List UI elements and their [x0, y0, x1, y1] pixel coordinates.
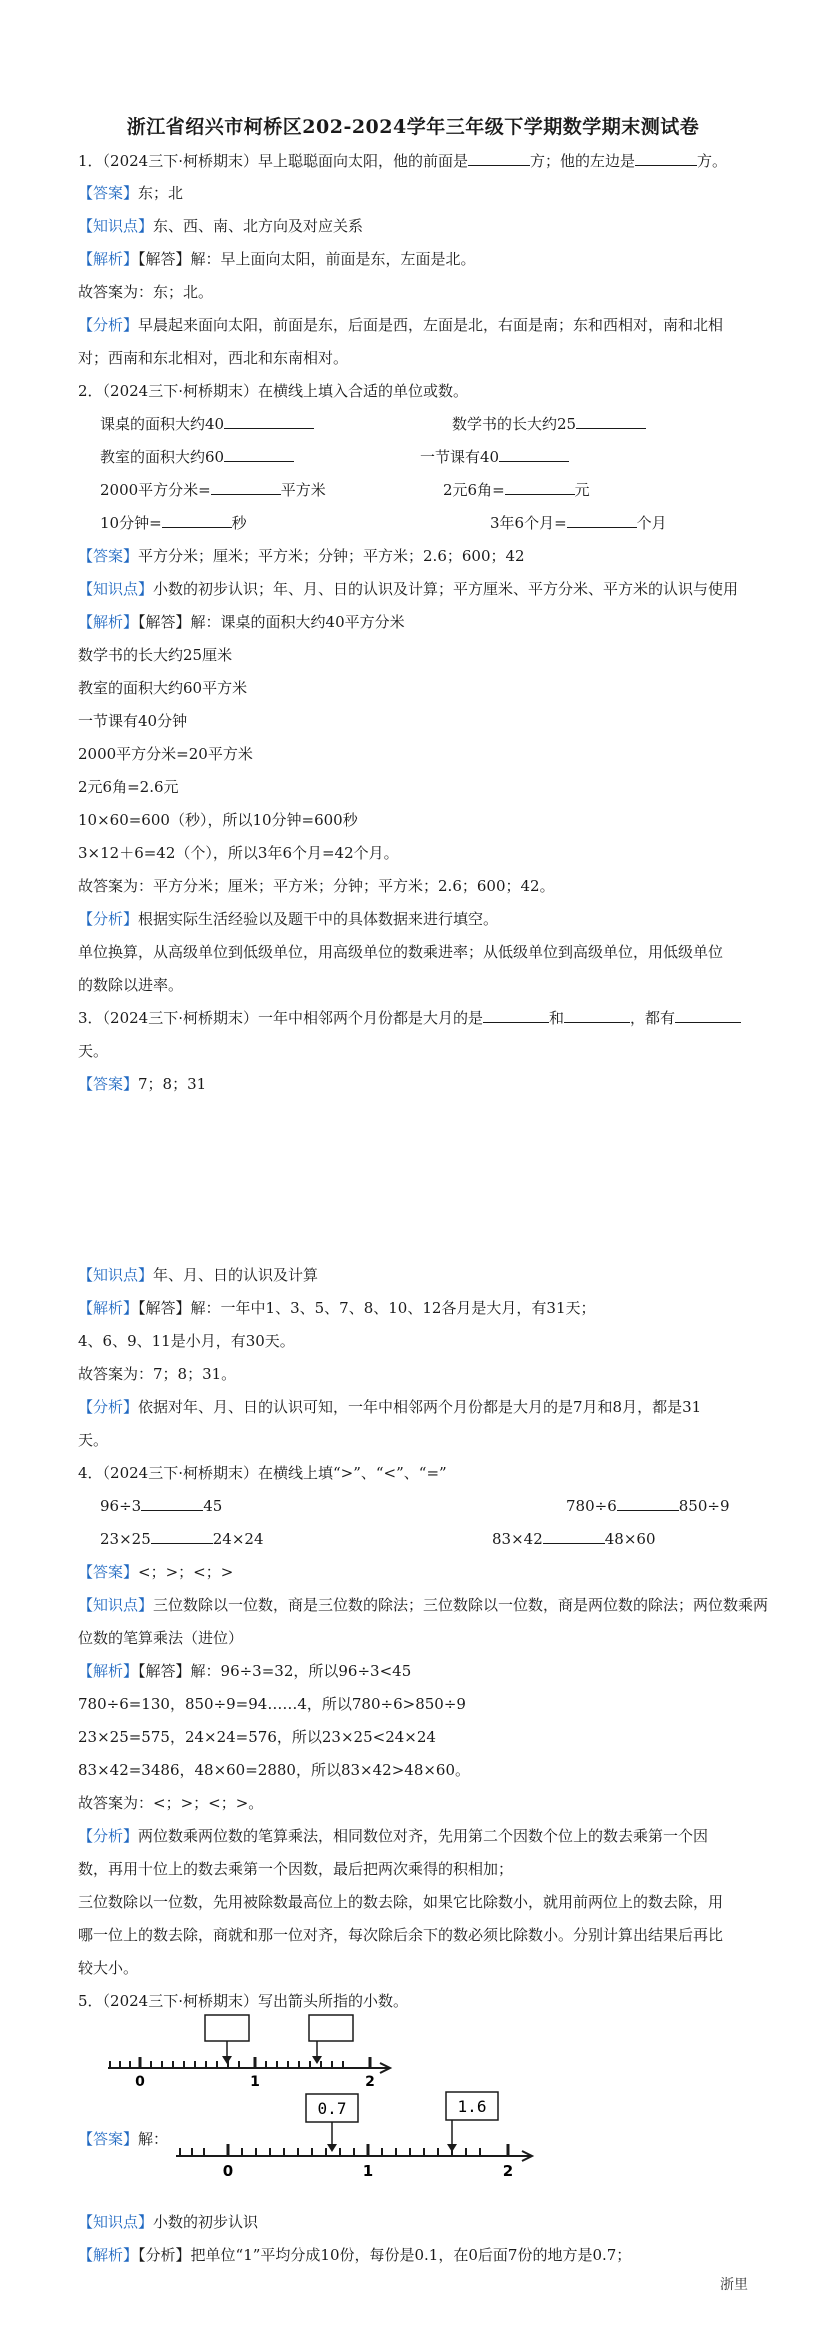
- q2-line: 3×12＋6=42（个），所以3年6个月=42个月。: [78, 844, 399, 862]
- q2-line: 数学书的长大约25厘米: [78, 646, 233, 664]
- q2-item-1: 课桌的面积大约40: [100, 413, 314, 435]
- q2-answer: 【答案】平方分米；厘米；平方米；分钟；平方米；2.6；600；42: [78, 547, 525, 565]
- q4-line: 83×42=3486，48×60=2880，所以83×42>48×60。: [78, 1761, 471, 1779]
- q2-line: 2元6角=2.6元: [78, 778, 179, 796]
- q4-analysis: 【解析】【解答】解：96÷3=32，所以96÷3<45: [78, 1662, 412, 1680]
- q2-analysis: 【解析】【解答】解：课桌的面积大约40平方分米: [78, 613, 405, 631]
- q2-item-6: 2元6角= 元: [443, 481, 590, 499]
- q3-fenxi: 【分析】依据对年、月、日的认识可知，一年中相邻两个月份都是大月的是7月和8月，都是31: [78, 1398, 702, 1416]
- q2-fenxi: 【分析】根据实际生活经验以及题干中的具体数据来进行填空。: [78, 910, 499, 928]
- q4-knowledge-point-cont: 位数的笔算乘法（进位）: [78, 1629, 244, 1647]
- q2-item-8: 3年6个月= 个月: [490, 514, 667, 532]
- q3-fenxi-cont: 天。: [78, 1431, 109, 1449]
- q5-answer-number-line: [168, 2090, 548, 2182]
- answer-box-2-value: 1.6: [457, 2097, 487, 2116]
- q1-fenxi: 【分析】早晨起来面向太阳，前面是东，后面是西，左面是北，右面是南；东和西相对，南和北相: [78, 316, 724, 334]
- q4-fenxi-cont: 数，再用十位上的数去乘第一个因数，最后把两次乘得的积相加；: [78, 1860, 514, 1878]
- tick-label-0: 0: [222, 2162, 234, 2180]
- q4-knowledge-point: 【知识点】三位数除以一位数，商是三位数的除法；三位数除以一位数，商是两位数的除法；两位数乘两: [78, 1596, 769, 1614]
- q3-stem-cont: 天。: [78, 1042, 109, 1060]
- q3-line: 4、6、9、11是小月，有30天。: [78, 1332, 295, 1350]
- tick-label-2: 2: [502, 2162, 514, 2180]
- q4-fenxi-cont: 较大小。: [78, 1959, 139, 1977]
- q2-stem: 2．（2024三下·柯桥期末）在横线上填入合适的单位或数。: [78, 382, 468, 400]
- q2-knowledge-point: 【知识点】小数的初步认识；年、月、日的认识及计算；平方厘米、平方分米、平方米的认识与使用: [78, 580, 739, 598]
- q4-stem: 4．（2024三下·柯桥期末）在横线上填“>”、“<”、“=”: [78, 1464, 447, 1482]
- q2-line: 教室的面积大约60平方米: [78, 679, 248, 697]
- q1-conclusion: 故答案为：东；北。: [78, 283, 214, 301]
- empty-box-1: [205, 2015, 249, 2041]
- q1-fenxi-cont: 对；西南和东北相对，西北和东南相对。: [78, 349, 349, 367]
- q4-fenxi: 【分析】两位数乘两位数的笔算乘法，相同数位对齐，先用第二个因数个位上的数去乘第一个因: [78, 1827, 709, 1845]
- q2-line: 10×60=600（秒），所以10分钟=600秒: [78, 811, 358, 829]
- pointer-arrowhead-2: [447, 2144, 457, 2152]
- q4-item-4: 83×42 48×60: [492, 1530, 656, 1548]
- q3-analysis: 【解析】【解答】解：一年中1、3、5、7、8、10、12各月是大月，有31天；: [78, 1299, 596, 1317]
- q4-line: 780÷6=130，850÷9=94……4，所以780÷6>850÷9: [78, 1695, 466, 1713]
- empty-box-2: [309, 2015, 353, 2041]
- q4-item-3: 23×25 24×24: [100, 1530, 264, 1548]
- q5-knowledge-point: 【知识点】小数的初步认识: [78, 2213, 259, 2231]
- q1-analysis: 【解析】【解答】解：早上面向太阳，前面是东，左面是北。: [78, 250, 476, 268]
- q3-stem: 3．（2024三下·柯桥期末）一年中相邻两个月份都是大月的是 和 ，都有: [78, 1007, 741, 1029]
- q1-knowledge-point: 【知识点】东、西、南、北方向及对应关系: [78, 217, 364, 235]
- q1-blank-1: [468, 150, 530, 166]
- q3-answer: 【答案】7；8；31: [78, 1075, 207, 1093]
- q1-answer: 【答案】东；北: [78, 184, 184, 202]
- q5-analysis: 【解析】【分析】把单位“1”平均分成10份，每份是0.1，在0后面7份的地方是0.7；: [78, 2246, 632, 2264]
- q1-blank-2: [635, 150, 697, 166]
- q5-answer: 【答案】解：: [78, 2130, 169, 2148]
- q2-item-3: 教室的面积大约60: [100, 446, 294, 468]
- tick-label-1: 1: [362, 2162, 374, 2180]
- q1-stem: 1．（2024三下·柯桥期末）早上聪聪面向太阳，他的前面是 方；他的左边是 方。: [78, 152, 728, 170]
- q5-number-line: [100, 2010, 400, 2090]
- answer-box-1-value: 0.7: [317, 2099, 347, 2118]
- q2-line: 一节课有40分钟: [78, 712, 188, 730]
- exam-title: 浙江省绍兴市柯桥区202-2024学年三年级下学期数学期末测试卷: [126, 116, 700, 138]
- q4-item-2: 780÷6 850÷9: [566, 1497, 730, 1515]
- q2-fenxi-cont: 的数除以进率。: [78, 976, 184, 994]
- q4-fenxi-cont: 三位数除以一位数，先用被除数最高位上的数去除，如果它比除数小，就用前两位上的数去除，用: [78, 1893, 724, 1911]
- q4-fenxi-cont: 哪一位上的数去除，商就和那一位对齐，每次除后余下的数必须比除数小。分别计算出结果后再比: [78, 1926, 724, 1944]
- q3-knowledge-point: 【知识点】年、月、日的认识及计算: [78, 1266, 319, 1284]
- tick-label-1: 1: [250, 2074, 260, 2090]
- q3-conclusion: 故答案为：7；8；31。: [78, 1365, 237, 1383]
- q4-conclusion: 故答案为：<；>；<；>。: [78, 1794, 264, 1812]
- q4-answer: 【答案】<；>；<；>: [78, 1563, 234, 1581]
- q5-stem: 5．（2024三下·柯桥期末）写出箭头所指的小数。: [78, 1992, 408, 2010]
- pointer-arrowhead-1: [222, 2056, 232, 2064]
- q4-item-1: 96÷3 45: [100, 1497, 223, 1515]
- q2-item-4: 一节课有40: [420, 446, 569, 468]
- tick-label-2: 2: [365, 2074, 375, 2090]
- tick-label-0: 0: [135, 2074, 145, 2090]
- q2-conclusion: 故答案为：平方分米；厘米；平方米；分钟；平方米；2.6；600；42。: [78, 877, 555, 895]
- q2-line: 2000平方分米=20平方米: [78, 745, 253, 763]
- pointer-arrowhead-1: [327, 2144, 337, 2152]
- q4-line: 23×25=575，24×24=576，所以23×25<24×24: [78, 1728, 436, 1746]
- q2-fenxi-cont: 单位换算，从高级单位到低级单位，用高级单位的数乘进率；从低级单位到高级单位，用低级单位: [78, 943, 724, 961]
- page-footer: 浙里: [720, 2277, 748, 2293]
- q2-item-2: 数学书的长大约25: [452, 413, 646, 435]
- q2-item-5: 2000平方分米= 平方米: [100, 481, 326, 499]
- q2-item-7: 10分钟= 秒: [100, 514, 247, 532]
